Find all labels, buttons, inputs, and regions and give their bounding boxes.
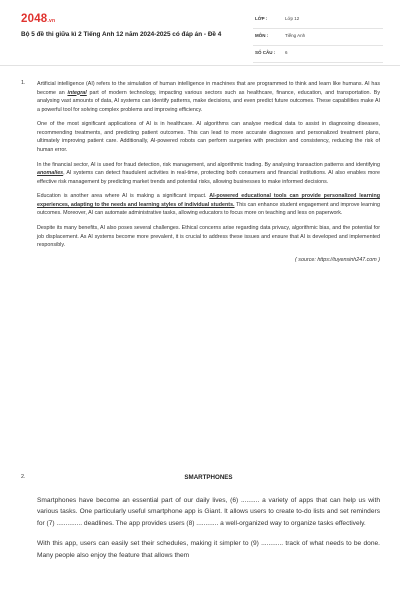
paragraph-4: [37, 192, 380, 218]
paragraph-5: Despite its many benefits, AI also poses several challenges. Ethical concerns arise regarding data privacy, algorithmic bias, and the potential for job displacement. As AI systems become more prevalent, it is crucial to address these issues and ensure that AI is developed and implemented responsibly.: [37, 225, 380, 249]
source-citation: ( source: https://tuyensinh247.com ): [295, 256, 380, 263]
text-span: part of modern technology, impacting various sectors such as healthcare, finance, education, and transportation. By analysing vast amounts of data, AI systems can identify patterns, make decisions, and even predict future outcomes. These capabilities make AI a powerful tool for solving complex problems and improving efficiency.: [37, 89, 380, 113]
text-span: Education is another area where AI is making a significant impact.: [37, 193, 210, 200]
text-span: , AI systems can detect fraudulent activities in real-time, protecting both consumers and financial institutions. AI also enables more effective risk management by predicting market trends and potential risks, allowing businesses to make informed decisions.: [37, 170, 380, 185]
meta-row-class: [253, 12, 383, 29]
paragraph-2: With this app, users can easily set their schedules, making it simpler to (9) ............ track of what needs to be done. Many people also enjoy the feature that allows them: [37, 540, 380, 559]
text-span: In the financial sector, AI is used for fraud detection, risk management, and algorithmic trading. By analysing transaction patterns and identifying: [37, 161, 380, 168]
logo-text: 2048: [21, 13, 48, 25]
paragraph-2: One of the most significant applications of AI is in healthcare. AI algorithms can analyse medical data to assist in diagnosing diseases, recommending treatments, and predicting patient outcomes. This can lead to more accurate diagnoses and personalized treatment plans, ultimately improving patient care. Additionally, AI-powered robots can perform surgeries with precision and consistency, reducing the risk of human error.: [37, 121, 380, 153]
passage-title: SMARTPHONES: [184, 474, 233, 481]
meta-label-class: LỚP :: [255, 16, 268, 21]
text-span: This can enhance student engagement and improve learning outcomes. Moreover, AI can automate administrative tasks, allowing educators to focus more on teaching and less on paperwork.: [37, 201, 381, 217]
meta-table: [253, 12, 383, 63]
meta-value-count: 6: [285, 50, 288, 55]
reading-passage: [37, 80, 380, 271]
underlined-sentence: AI-powered educational tools can provide personalized learning experiences, adapting to the needs and learning styles of individual students.: [37, 193, 380, 208]
paragraph-1: [37, 80, 380, 114]
meta-label-count: SỐ CÂU :: [255, 50, 276, 55]
paragraph-3: [37, 161, 380, 187]
question-number: 2.: [21, 474, 26, 480]
logo-suffix: .vn: [47, 18, 56, 24]
page-header: [0, 0, 400, 66]
question-number: 1.: [21, 80, 26, 86]
underlined-word-integral: integral: [67, 89, 87, 96]
site-logo[interactable]: [21, 13, 55, 25]
document-title: Bộ 5 đề thi giữa kì 2 Tiếng Anh 12 năm 2024-2025 có đáp án - Đề 4: [21, 31, 222, 38]
meta-row-count: [253, 46, 383, 63]
meta-row-subject: [253, 29, 383, 46]
meta-value-class: Lớp 12: [285, 16, 300, 21]
text-span: Artificial intelligence (AI) refers to the simulation of human intelligence in machines that are programmed to think and learn like humans. AI has become an: [37, 81, 380, 96]
meta-label-subject: MÔN :: [255, 33, 269, 38]
underlined-word-anomalies: anomalies: [37, 170, 64, 177]
meta-value-subject: Tiếng Anh: [285, 33, 306, 38]
paragraph-1: Smartphones have become an essential part of our daily lives, (6) .......... a variety of apps that can help us with various tasks. One particularly useful smartphone app is Giant. It allows users to create to-do lists and set reminders for (7) .............. deadlines. The app provides users (8) ............ a well-organized way to organize tasks effectively.: [37, 497, 380, 527]
cloze-passage: [37, 474, 380, 570]
